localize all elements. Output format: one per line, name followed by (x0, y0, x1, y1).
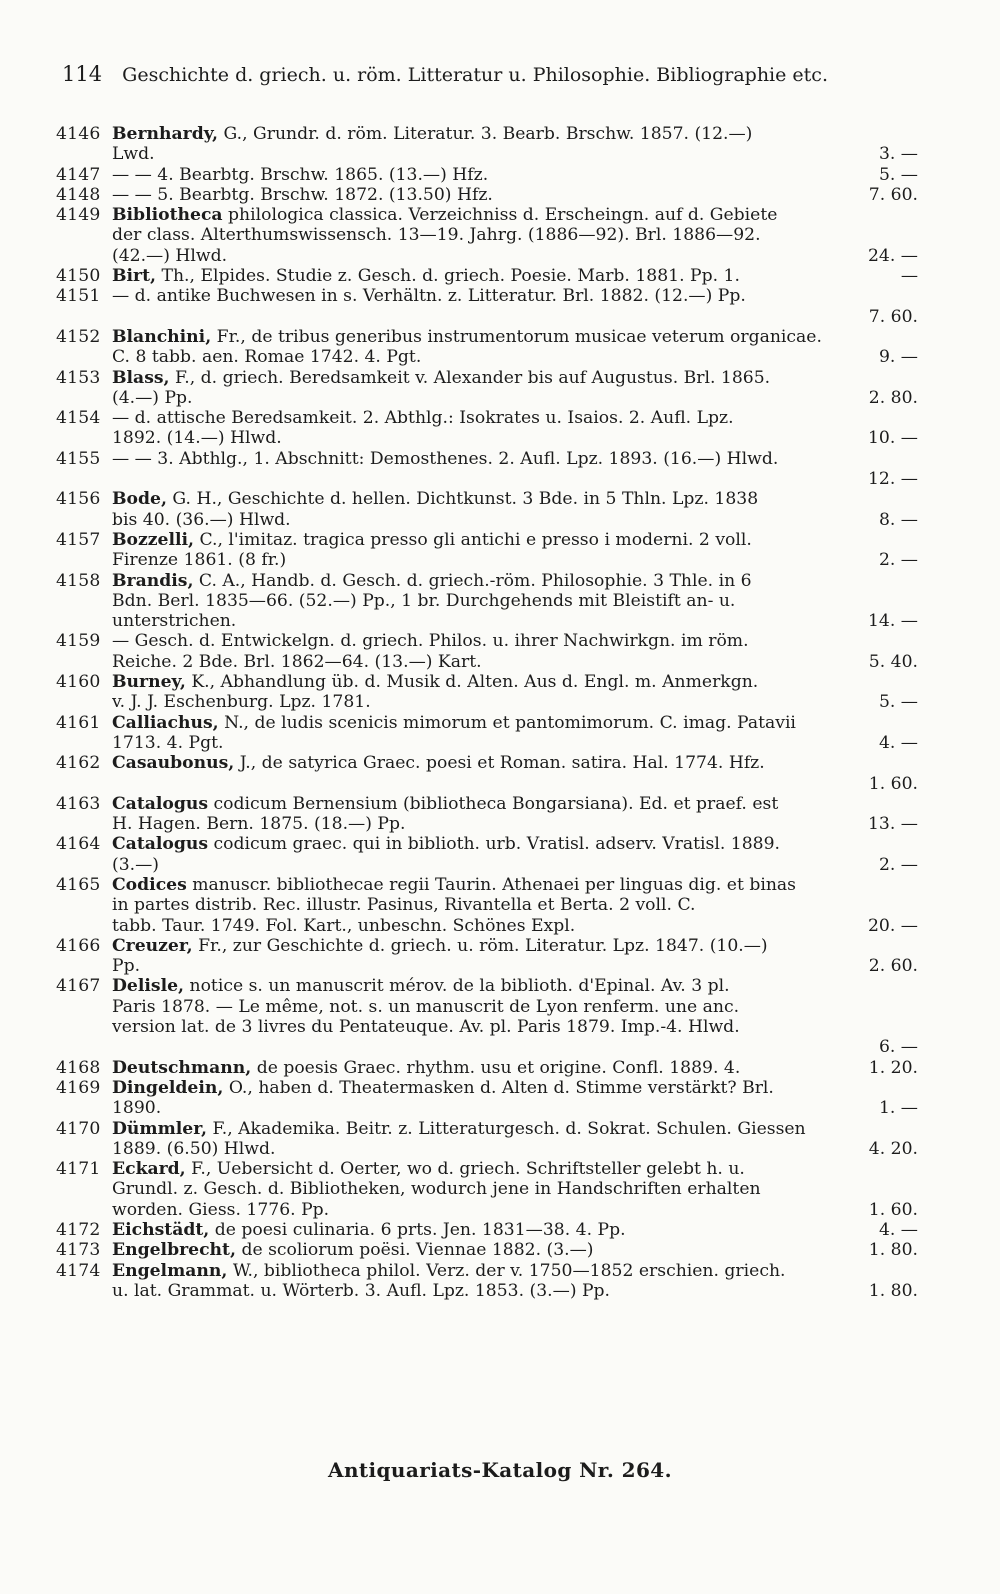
catalog-footer: Antiquariats-Katalog Nr. 264. (328, 1458, 672, 1482)
entry-text (112, 1261, 852, 1281)
catalog-entry (56, 408, 918, 449)
entry-description: codicum Bernensium (bibliotheca Bongarsiana). Ed. et praef. est (213, 793, 779, 814)
entry-line (56, 1159, 918, 1179)
entry-line (56, 1179, 918, 1199)
entry-line (56, 753, 918, 773)
entry-price: 12. — (868, 469, 918, 490)
entry-price: 1. 80. (868, 1240, 918, 1261)
entry-description: Firenze 1861. (8 fr.) (112, 550, 287, 571)
entry-text (112, 713, 852, 733)
entry-number: 4153 (56, 367, 101, 388)
entry-line (56, 936, 918, 956)
entry-text (112, 591, 852, 611)
entry-number: 4166 (56, 935, 101, 956)
entry-text (112, 936, 852, 956)
entry-price: — (900, 266, 918, 287)
entry-text (112, 976, 852, 996)
catalog-entry (56, 631, 918, 672)
entry-description: version lat. de 3 livres du Pentateuque. Av. pl. Paris 1879. Imp.-4. Hlwd. (112, 1017, 740, 1038)
entry-price: 7. 60. (868, 184, 918, 205)
entry-text (112, 489, 852, 509)
entry-price: 1. 60. (868, 773, 918, 794)
entry-number: 4163 (56, 793, 101, 814)
entry-number: 4160 (56, 672, 101, 693)
entry-line (56, 997, 918, 1017)
entry-price: 20. — (868, 915, 918, 936)
entry-description: (4.—) Pp. (112, 387, 193, 408)
entry-description: worden. Giess. 1776. Pp. (112, 1199, 330, 1220)
entry-line (56, 266, 918, 286)
entry-line (56, 814, 918, 834)
entry-price: 2. — (878, 550, 918, 571)
entry-description: codicum graec. qui in biblioth. urb. Vratisl. adserv. Vratisl. 1889. (213, 834, 780, 855)
entry-line (56, 713, 918, 733)
entry-number: 4156 (56, 489, 101, 510)
entry-line (56, 1220, 918, 1240)
entry-text (112, 165, 852, 185)
entry-line (56, 611, 918, 631)
entry-number: 4173 (56, 1240, 101, 1261)
entry-line (56, 124, 918, 144)
entry-text (112, 1058, 852, 1078)
entry-line (56, 1139, 918, 1159)
entry-text (112, 266, 852, 286)
catalog-entry (56, 449, 918, 490)
entry-description: Grundl. z. Gesch. d. Bibliotheken, wodurch jene in Handschriften erhalten (112, 1179, 761, 1200)
entry-text (112, 1098, 852, 1118)
entry-line (56, 1098, 918, 1118)
entry-text (112, 550, 852, 570)
entry-author: Engelbrecht, (112, 1240, 236, 1261)
entry-line (56, 1281, 918, 1301)
entry-line (56, 733, 918, 753)
entry-price: 2. — (878, 854, 918, 875)
catalog-entry (56, 124, 918, 165)
entry-description: (3.—) (112, 854, 159, 875)
entry-description: Bdn. Berl. 1835—66. (52.—) Pp., 1 br. Durchgehends mit Bleistift an- u. (112, 590, 736, 611)
entry-price: 10. — (868, 428, 918, 449)
entry-number: 4154 (56, 408, 101, 429)
catalog-entry (56, 1119, 918, 1160)
entry-author: Blanchini, (112, 326, 212, 347)
entry-text (112, 611, 852, 631)
entry-line (56, 1119, 918, 1139)
entry-text (112, 1179, 852, 1199)
entry-text (112, 1139, 852, 1159)
entry-author: Bernhardy, (112, 124, 219, 144)
entry-text (112, 631, 852, 651)
entry-author: Burney, (112, 672, 186, 693)
entry-line (56, 469, 918, 489)
entry-description: F., Uebersicht d. Oerter, wo d. griech. Schriftsteller gelebt h. u. (191, 1159, 745, 1180)
entry-text (112, 652, 852, 672)
entry-line (56, 591, 918, 611)
entry-price: 2. 80. (868, 387, 918, 408)
entry-description: unterstrichen. (112, 611, 237, 632)
entry-description: Th., Elpides. Studie z. Gesch. d. griech. Poesie. Marb. 1881. Pp. 1. (161, 266, 740, 287)
entry-text (112, 1017, 852, 1037)
entry-description: 1713. 4. Pgt. (112, 732, 224, 753)
entry-description: Pp. (112, 956, 141, 977)
entry-text (112, 692, 852, 712)
entry-author: Bibliotheca (112, 205, 223, 226)
catalog-entry (56, 1261, 918, 1302)
entry-text (112, 1119, 852, 1139)
entry-line (56, 185, 918, 205)
entry-line (56, 1078, 918, 1098)
entry-number: 4148 (56, 184, 101, 205)
entry-description: K., Abhandlung üb. d. Musik d. Alten. Aus d. Engl. m. Anmerkgn. (191, 672, 759, 693)
entry-author: Deutschmann, (112, 1057, 252, 1078)
entry-description: v. J. J. Eschenburg. Lpz. 1781. (112, 692, 371, 713)
entry-line (56, 408, 918, 428)
entry-author: Eichstädt, (112, 1220, 210, 1241)
entry-line (56, 895, 918, 915)
entry-line (56, 1240, 918, 1260)
entry-line (56, 489, 918, 509)
entry-price: 13. — (868, 814, 918, 835)
entry-author: Dingeldein, (112, 1077, 224, 1098)
entry-price: 1. 80. (868, 1280, 918, 1301)
catalog-entry (56, 1078, 918, 1119)
entry-text (112, 1281, 852, 1301)
entry-number: 4174 (56, 1260, 101, 1281)
entry-author: Codices (112, 874, 187, 895)
entry-text (112, 855, 852, 875)
catalog-entry (56, 266, 918, 286)
catalog-entry (56, 368, 918, 409)
entry-number: 4147 (56, 164, 101, 185)
entry-text (112, 1200, 852, 1220)
entry-line (56, 834, 918, 854)
entry-description: Fr., zur Geschichte d. griech. u. röm. Literatur. Lpz. 1847. (10.—) (198, 935, 768, 956)
entry-text (112, 733, 852, 753)
entry-description: C., l'imitaz. tragica presso gli antichi e presso i moderni. 2 voll. (199, 529, 752, 550)
entry-author: Bozzelli, (112, 529, 195, 550)
catalog-entry (56, 713, 918, 754)
entry-description: F., Akademika. Beitr. z. Litteraturgesch. d. Sokrat. Schulen. Giessen (212, 1118, 806, 1139)
entry-description: C. 8 tabb. aen. Romae 1742. 4. Pgt. (112, 347, 422, 368)
entry-description: philologica classica. Verzeichniss d. Erscheingn. auf d. Gebiete (228, 205, 778, 226)
catalog-entry (56, 1159, 918, 1220)
entry-line (56, 1037, 918, 1057)
entry-description: G. H., Geschichte d. hellen. Dichtkunst. 3 Bde. in 5 Thln. Lpz. 1838 (172, 489, 759, 510)
entry-line (56, 1261, 918, 1281)
entry-author: Blass, (112, 367, 170, 388)
catalog-entry (56, 205, 918, 266)
entry-author: Eckard, (112, 1159, 186, 1180)
entry-number: 4167 (56, 976, 101, 997)
catalog-entry (56, 672, 918, 713)
entry-description: — — 4. Bearbtg. Brschw. 1865. (13.—) Hfz. (112, 164, 489, 185)
entry-number: 4171 (56, 1159, 101, 1180)
entry-line (56, 550, 918, 570)
entry-price: 4. 20. (868, 1138, 918, 1159)
entry-price: 5. 40. (868, 651, 918, 672)
entry-number: 4150 (56, 266, 101, 287)
page-header (62, 62, 908, 87)
entry-number: 4170 (56, 1118, 101, 1139)
entry-line (56, 1017, 918, 1037)
entry-text (112, 388, 852, 408)
entry-description: bis 40. (36.—) Hlwd. (112, 509, 291, 530)
entry-text (112, 408, 852, 428)
entry-description: Reiche. 2 Bde. Brl. 1862—64. (13.—) Kart. (112, 651, 482, 672)
entry-description: u. lat. Grammat. u. Wörterb. 3. Aufl. Lpz. 1853. (3.—) Pp. (112, 1280, 611, 1301)
entry-number: 4164 (56, 834, 101, 855)
entry-price: 8. — (878, 509, 918, 530)
entry-text (112, 997, 852, 1017)
entry-author: Calliachus, (112, 712, 219, 733)
entry-number: 4169 (56, 1077, 101, 1098)
entry-author: Catalogus (112, 834, 209, 855)
entry-description: der class. Alterthumswissensch. 13—19. Jahrg. (1886—92). Brl. 1886—92. (112, 225, 761, 246)
entry-number: 4168 (56, 1057, 101, 1078)
entry-description: 1892. (14.—) Hlwd. (112, 428, 282, 449)
entry-number: 4165 (56, 874, 101, 895)
catalog-entry (56, 165, 918, 185)
entry-description: de poesi culinaria. 6 prts. Jen. 1831—38. 4. Pp. (214, 1220, 626, 1241)
catalog-entry (56, 834, 918, 875)
catalog-entry (56, 489, 918, 530)
catalog-entry (56, 327, 918, 368)
entry-number: 4151 (56, 286, 101, 307)
entry-text (112, 185, 852, 205)
entry-price: 7. 60. (868, 306, 918, 327)
entry-line (56, 449, 918, 469)
entry-price: 1. 20. (868, 1057, 918, 1078)
entry-text (112, 571, 852, 591)
entry-line (56, 794, 918, 814)
entry-description: 1889. (6.50) Hlwd. (112, 1138, 276, 1159)
entry-number: 4159 (56, 631, 101, 652)
entry-line (56, 1058, 918, 1078)
entry-text (112, 794, 852, 814)
entry-number: 4157 (56, 529, 101, 550)
catalog-entry (56, 875, 918, 936)
entry-author: Creuzer, (112, 935, 193, 956)
entry-text (112, 530, 852, 550)
page-number: 114 (62, 62, 103, 86)
entry-author: Bode, (112, 489, 167, 510)
entry-line (56, 1200, 918, 1220)
catalog-entry (56, 794, 918, 835)
entry-price: 9. — (878, 347, 918, 368)
entry-price: 2. 60. (868, 956, 918, 977)
entry-description: H. Hagen. Bern. 1875. (18.—) Pp. (112, 814, 406, 835)
entry-line (56, 347, 918, 367)
entry-number: 4146 (56, 124, 101, 144)
entry-line (56, 246, 918, 266)
entry-text (112, 814, 852, 834)
entry-line (56, 672, 918, 692)
entry-line (56, 307, 918, 327)
entry-line (56, 976, 918, 996)
entry-price: 3. — (878, 144, 918, 165)
entry-number: 4152 (56, 326, 101, 347)
catalog-entry (56, 1058, 918, 1078)
entry-price: 5. — (878, 692, 918, 713)
entry-price: 24. — (868, 245, 918, 266)
entry-author: Dümmler, (112, 1118, 208, 1139)
entry-author: Birt, (112, 266, 157, 287)
entry-description: G., Grundr. d. röm. Literatur. 3. Bearb. Brschw. 1857. (12.—) (223, 124, 753, 144)
entry-number: 4161 (56, 712, 101, 733)
entry-description: manuscr. bibliothecae regii Taurin. Athenaei per linguas dig. et binas (192, 874, 796, 895)
entry-number: 4162 (56, 753, 101, 774)
entry-author: Catalogus (112, 793, 209, 814)
entry-line (56, 368, 918, 388)
entry-description: F., d. griech. Beredsamkeit v. Alexander bis auf Augustus. Brl. 1865. (175, 367, 771, 388)
entry-description: Lwd. (112, 144, 155, 165)
entry-text (112, 144, 852, 164)
catalog-entry (56, 185, 918, 205)
catalog-entry (56, 286, 918, 327)
entry-author: Engelmann, (112, 1260, 228, 1281)
catalog-entry (56, 936, 918, 977)
entry-text (112, 672, 852, 692)
entry-line (56, 225, 918, 245)
entry-text (112, 1220, 852, 1240)
entry-number: 4149 (56, 205, 101, 226)
catalog-entry (56, 1220, 918, 1240)
entry-text (112, 205, 852, 225)
entry-line (56, 875, 918, 895)
entry-description: de poesis Graec. rhythm. usu et origine. Confl. 1889. 4. (256, 1057, 741, 1078)
entry-price: 14. — (868, 611, 918, 632)
entry-text (112, 753, 852, 773)
catalog-entry (56, 1240, 918, 1260)
catalog-entry (56, 530, 918, 571)
entry-line (56, 956, 918, 976)
entry-author: Casaubonus, (112, 753, 235, 774)
entry-text (112, 510, 852, 530)
entry-line (56, 510, 918, 530)
entry-description: — — 3. Abthlg., 1. Abschnitt: Demosthenes. 2. Aufl. Lpz. 1893. (16.—) Hlwd. (112, 448, 779, 469)
entry-text (112, 286, 852, 306)
entry-line (56, 144, 918, 164)
entry-text (112, 225, 852, 245)
catalog-entries (56, 124, 918, 1301)
entry-number: 4158 (56, 570, 101, 591)
entry-line (56, 916, 918, 936)
catalog-entry (56, 976, 918, 1057)
entry-text (112, 875, 852, 895)
entry-line (56, 327, 918, 347)
entry-line (56, 530, 918, 550)
entry-text (112, 368, 852, 388)
entry-description: in partes distrib. Rec. illustr. Pasinus, Rivantella et Berta. 2 voll. C. (112, 895, 696, 916)
entry-text (112, 895, 852, 915)
entry-number: 4172 (56, 1220, 101, 1241)
entry-description: notice s. un manuscrit mérov. de la biblioth. d'Epinal. Av. 3 pl. (189, 976, 730, 997)
entry-description: Paris 1878. — Le même, not. s. un manuscrit de Lyon renferm. une anc. (112, 996, 740, 1017)
entry-line (56, 205, 918, 225)
entry-line (56, 855, 918, 875)
entry-description: — d. antike Buchwesen in s. Verhältn. z. Litteratur. Brl. 1882. (12.—) Pp. (112, 286, 746, 307)
entry-line (56, 165, 918, 185)
entry-description: 1890. (112, 1098, 162, 1119)
entry-text (112, 1240, 852, 1260)
entry-number: 4155 (56, 448, 101, 469)
entry-text (112, 246, 852, 266)
entry-description: — d. attische Beredsamkeit. 2. Abthlg.: Isokrates u. Isaios. 2. Aufl. Lpz. (112, 408, 734, 429)
entry-price: 5. — (878, 164, 918, 185)
entry-text (112, 916, 852, 936)
entry-description: C. A., Handb. d. Gesch. d. griech.-röm. Philosophie. 3 Thle. in 6 (198, 570, 752, 591)
entry-line (56, 571, 918, 591)
entry-price: 4. — (878, 1220, 918, 1241)
entry-text (112, 834, 852, 854)
entry-author: Delisle, (112, 976, 185, 997)
catalog-entry (56, 753, 918, 794)
entry-text (112, 956, 852, 976)
entry-description: — — 5. Bearbtg. Brschw. 1872. (13.50) Hfz. (112, 184, 493, 205)
entry-price: 6. — (878, 1037, 918, 1058)
entry-line (56, 286, 918, 306)
entry-price: 4. — (878, 732, 918, 753)
catalog-entry (56, 571, 918, 632)
entry-description: J., de satyrica Graec. poesi et Roman. satira. Hal. 1774. Hfz. (239, 753, 765, 774)
entry-price: 1. 60. (868, 1199, 918, 1220)
entry-text (112, 1159, 852, 1179)
entry-description: N., de ludis scenicis mimorum et pantomimorum. C. imag. Patavii (224, 712, 796, 733)
entry-description: Fr., de tribus generibus instrumentorum musicae veterum organicae. (216, 326, 822, 347)
entry-text (112, 1078, 852, 1098)
entry-description: — Gesch. d. Entwickelgn. d. griech. Philos. u. ihrer Nachwirkgn. im röm. (112, 631, 749, 652)
entry-text (112, 428, 852, 448)
entry-text (112, 124, 852, 144)
entry-line (56, 428, 918, 448)
entry-description: tabb. Taur. 1749. Fol. Kart., unbeschn. Schönes Expl. (112, 915, 576, 936)
entry-line (56, 631, 918, 651)
entry-line (56, 774, 918, 794)
entry-line (56, 692, 918, 712)
entry-description: W., bibliotheca philol. Verz. der v. 1750—1852 erschien. griech. (232, 1260, 786, 1281)
entry-description: O., haben d. Theatermasken d. Alten d. Stimme verstärkt? Brl. (228, 1077, 774, 1098)
entry-text (112, 449, 852, 469)
entry-author: Brandis, (112, 570, 194, 591)
running-title: Geschichte d. griech. u. röm. Litteratur u. Philosophie. Bibliographie etc. (122, 64, 828, 86)
entry-line (56, 652, 918, 672)
entry-text (112, 347, 852, 367)
entry-line (56, 388, 918, 408)
entry-description: de scoliorum poësi. Viennae 1882. (3.—) (241, 1240, 594, 1261)
entry-text (112, 327, 852, 347)
entry-description: (42.—) Hlwd. (112, 245, 228, 266)
entry-price: 1. — (878, 1098, 918, 1119)
